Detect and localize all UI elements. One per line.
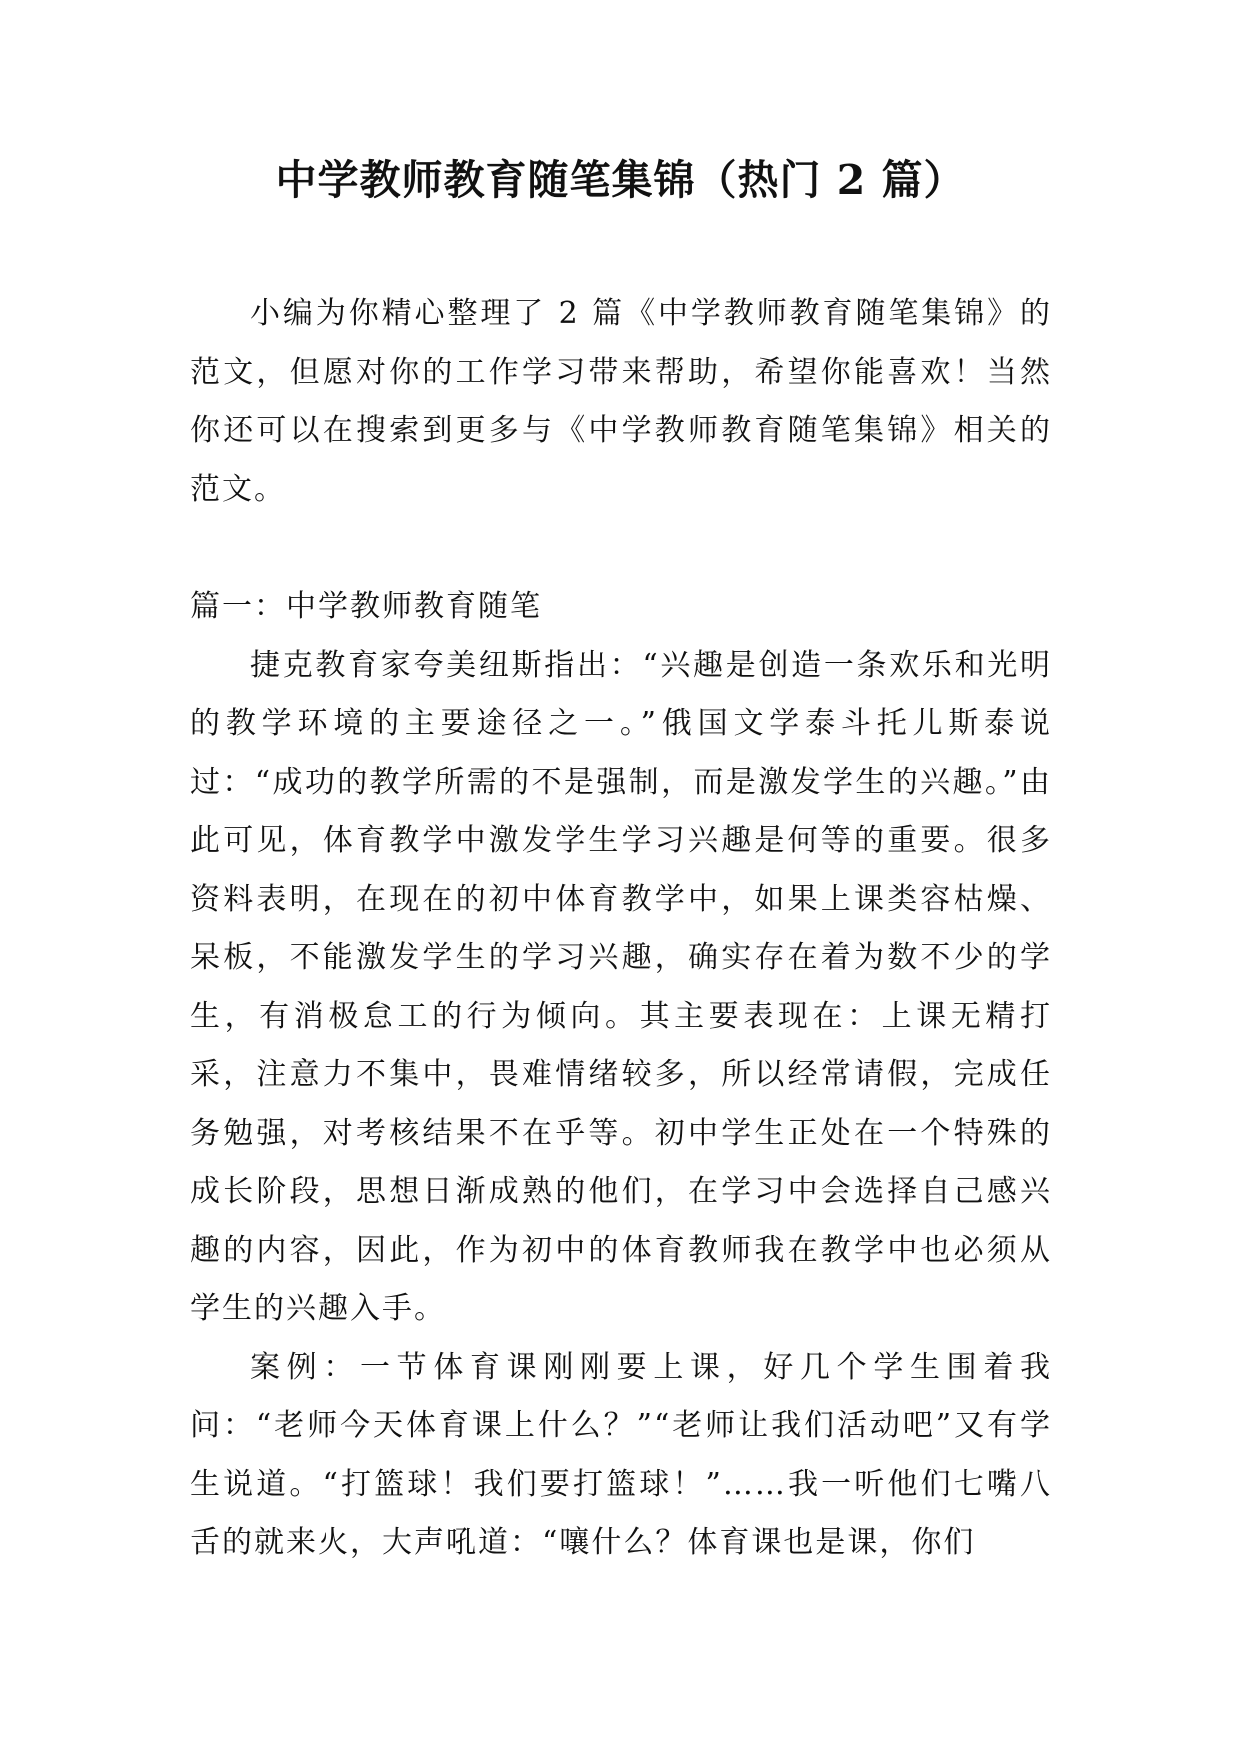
section-heading: 篇一：中学教师教育随笔 bbox=[190, 589, 542, 624]
intro-block bbox=[190, 285, 1052, 519]
intro-paragraph: 小编为你精心整理了 2 篇《中学教师教育随笔集锦》的范文，但愿对你的工作学习带来帮助，希望你能喜欢！当然你还可以在搜索到更多与《中学教师教育随笔集锦》相关的范文。 bbox=[190, 296, 1052, 507]
article-block bbox=[190, 578, 1052, 1573]
body-paragraph-1: 捷克教育家夸美纽斯指出：“兴趣是创造一条欢乐和光明的教学环境的主要途径之一。”俄国文学泰斗托儿斯泰说过：“成功的教学所需的不是强制，而是激发学生的兴趣。”由此可见，体育教学中激发学生学习兴趣是何等的重要。很多资料表明，在现在的初中体育教学中，如果上课类容枯燥、呆板，不能激发学生的学习兴趣，确实存在着为数不少的学生，有消极怠工的行为倾向。其主要表现在：上课无精打采，注意力不集中，畏难情绪较多，所以经常请假，完成任务勉强，对考核结果不在乎等。初中学生正处在一个特殊的成长阶段，思想日渐成熟的他们，在学习中会选择自己感兴趣的内容，因此，作为初中的体育教师我在教学中也必须从学生的兴趣入手。 bbox=[190, 647, 1052, 1326]
body-paragraph-2: 案例：一节体育课刚刚要上课，好几个学生围着我问：“老师今天体育课上什么？”“老师让我们活动吧”又有学生说道。“打篮球！我们要打篮球！”……我一听他们七嘴八舌的就来火，大声吼道：“嚷什么？体育课也是课，你们 bbox=[190, 1349, 1052, 1560]
document-title: 中学教师教育随笔集锦（热门 2 篇） bbox=[275, 156, 966, 204]
